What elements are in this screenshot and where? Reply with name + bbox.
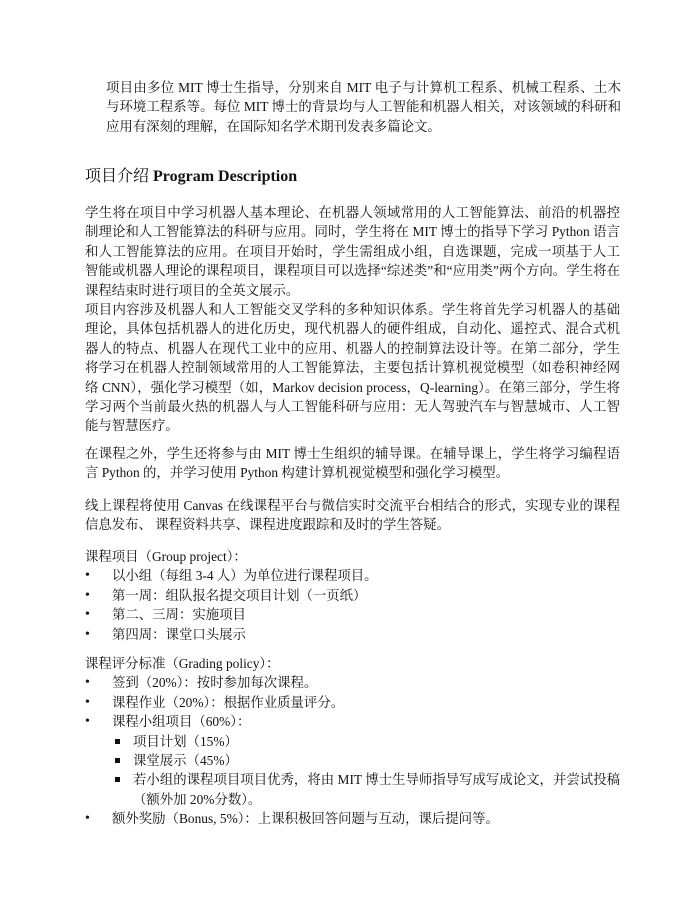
- grading-policy-title: 课程评分标准（Grading policy）：: [85, 656, 280, 671]
- grading-list: [85, 673, 630, 828]
- heading-en: Program Description: [153, 168, 298, 185]
- list-item: • 第二、三周：实施项目: [85, 605, 630, 624]
- list-item: • 课程作业（20%）：根据作业质量评分。: [85, 693, 630, 712]
- sub-list-item: 项目计划（15%）: [112, 732, 630, 751]
- sub-list-item: 若小组的课程项目项目优秀，将由 MIT 博士生导师指导写成写成论文，并尝试投稿（额外加 20%分数）。: [112, 770, 630, 809]
- list-item-label: 课程小组项目（60%）：: [112, 714, 251, 730]
- heading-zh: 项目介绍: [85, 168, 150, 185]
- grading-policy-section: [85, 654, 630, 829]
- group-project-title: 课程项目（Group project）：: [85, 549, 247, 564]
- grading-sub-list: [112, 732, 630, 810]
- list-item: • 签到（20%）：按时参加每次课程。: [85, 673, 630, 692]
- description-paragraph-3: 在课程之外，学生还将参与由 MIT 博士生组织的辅导课。在辅导课上，学生将学习编程语言 Python 的，并学习使用 Python 构建计算机视觉模型和强化学习模型。: [85, 446, 620, 481]
- sub-list-item: 课堂展示（45%）: [112, 751, 630, 770]
- group-project-section: [85, 547, 630, 644]
- intro-paragraph: 项目由多位 MIT 博士生指导，分别来自 MIT 电子与计算机工程系、机械工程系、土木与环境工程系等。每位 MIT 博士的背景均与人工智能和机器人相关，对该领域的科研和应用有深刻的理解，在国际知名学术期刊发表多篇论文。: [106, 80, 621, 134]
- section-heading: [85, 166, 297, 188]
- description-paragraph-4: 线上课程将使用 Canvas 在线课程平台与微信实时交流平台相结合的形式，实现专业的课程信息发布、 课程资料共享、课程进度跟踪和及时的学生答疑。: [85, 498, 620, 533]
- list-item: • 以小组（每组 3-4 人）为单位进行课程项目。: [85, 566, 630, 585]
- description-paragraph-1: 学生将在项目中学习机器人基本理论、在机器人领域常用的人工智能算法、前沿的机器控制理论和人工智能算法的科研与应用。同时，学生将在 MIT 博士的指导下学习 Python 语言和人工智能算法的应用。在项目开始时，学生需组成小组，自选课题，完成一项基于人工智能或机器人理论的课程项目，课程项目可以选择“综述类”和“应用类”两个方向。学生将在课程结束时进行项目的全英文展示。: [85, 205, 620, 298]
- list-item: • 第四周：课堂口头展示: [85, 625, 630, 644]
- description-paragraph-2: 项目内容涉及机器人和人工智能交叉学科的多种知识体系。学生将首先学习机器人的基础理论，具体包括机器人的进化历史，现代机器人的硬件组成，自动化、遥控式、混合式机器人的特点、机器人在现代工业中的应用、机器人的控制算法设计等。在第二部分，学生将学习在机器人控制领域常用的人工智能算法，主要包括计算机视觉模型（如卷积神经网络 CNN），强化学习模型（如，Markov decision process，Q-learning）。在第三部分，学生将学习两个当前最火热的机器人与人工智能科研与应用：无人驾驶汽车与智慧城市、人工智能与智慧医疗。: [85, 302, 620, 434]
- list-item-group-project: [85, 712, 630, 809]
- list-item: • 第一周：组队报名提交项目计划（一页纸）: [85, 586, 630, 605]
- group-project-list: [85, 566, 630, 644]
- list-item: • 额外奖励（Bonus, 5%）：上课积极回答问题与互动，课后提问等。: [85, 809, 630, 828]
